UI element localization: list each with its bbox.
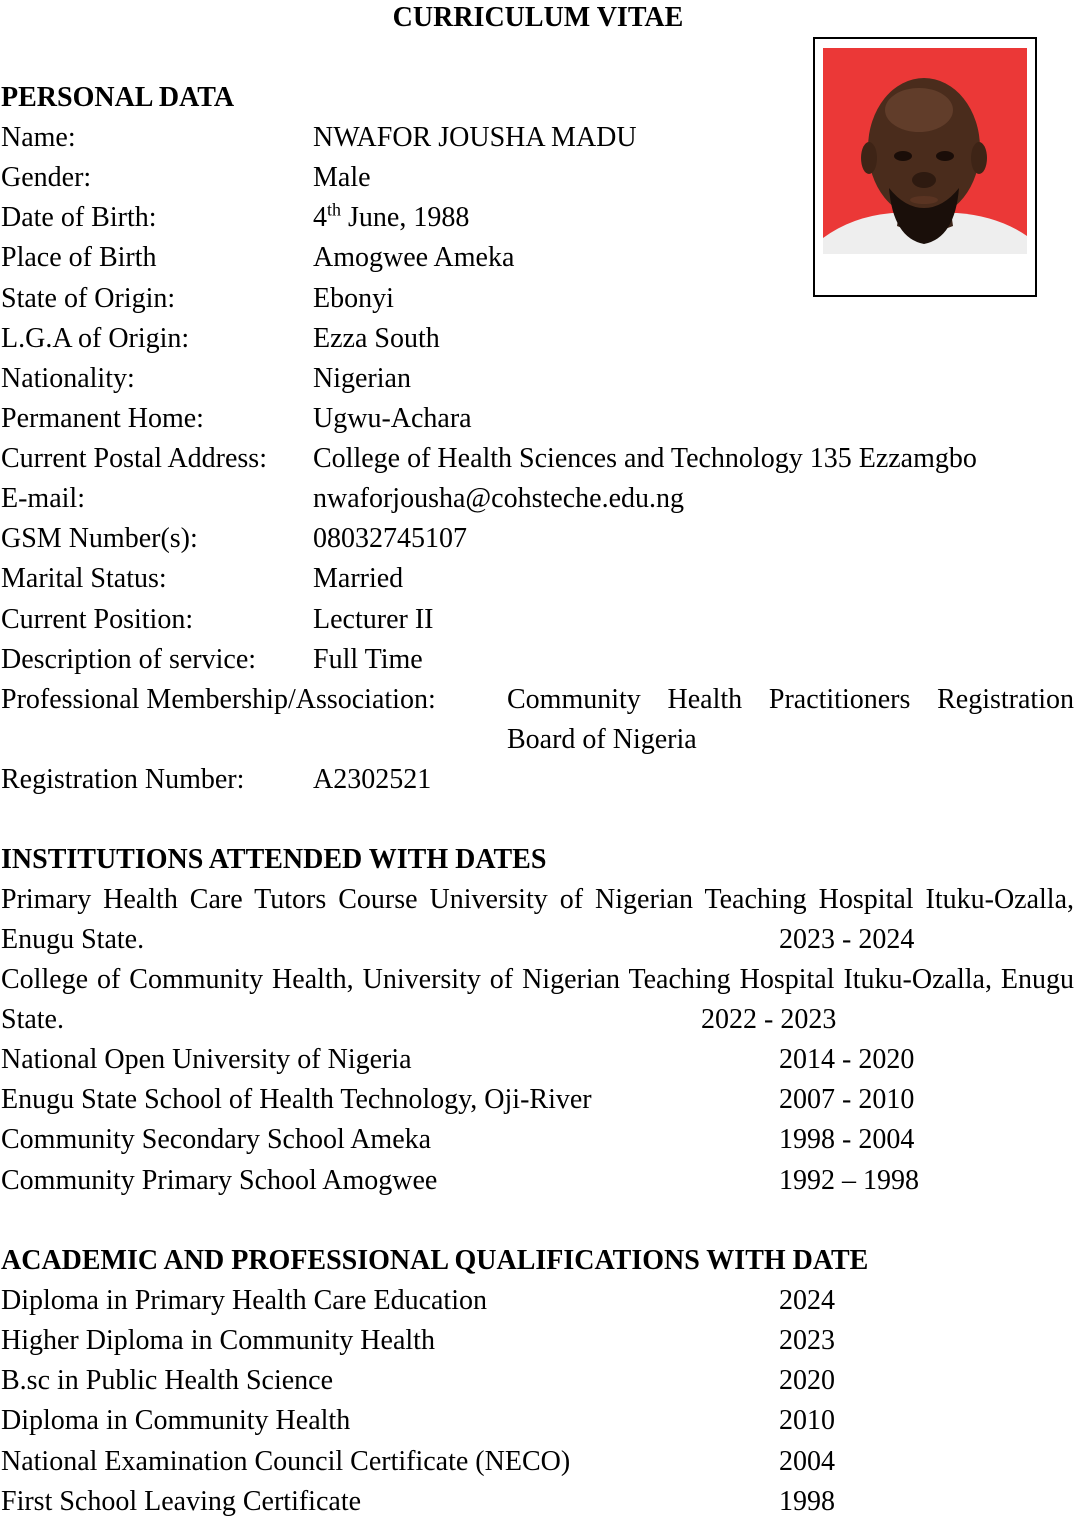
info-label: Nationality: xyxy=(1,363,135,394)
institution-dates: 2007 - 2010 xyxy=(779,1084,915,1115)
info-label: Current Position: xyxy=(1,604,194,635)
info-row-state-of-origin xyxy=(1,279,1075,319)
institution-name: Community Secondary School Ameka xyxy=(1,1124,432,1155)
institution-name: Primary Health Care Tutors Course University of Nigerian Teaching Hospital Ituku-Ozalla, Enugu State. xyxy=(1,884,1074,955)
info-label: L.G.A of Origin: xyxy=(1,323,190,354)
info-value: A2302521 xyxy=(313,764,432,795)
info-row-permanent-home xyxy=(1,399,1075,439)
info-row-registration-number xyxy=(1,760,1075,800)
info-label: Date of Birth: xyxy=(1,202,157,233)
info-row-lga-of-origin xyxy=(1,319,1075,359)
qualifications-heading: ACADEMIC AND PROFESSIONAL QUALIFICATIONS WITH DATE xyxy=(1,1245,869,1276)
info-value xyxy=(313,198,469,238)
info-value: nwaforjousha@cohsteche.edu.ng xyxy=(313,483,684,514)
institution-dates: 1992 – 1998 xyxy=(779,1165,919,1196)
qualification-year: 2023 xyxy=(779,1325,835,1356)
qualification-name: Diploma in Community Health xyxy=(1,1405,351,1436)
qualification-year: 2020 xyxy=(779,1365,835,1396)
qualification-name: Diploma in Primary Health Care Education xyxy=(1,1285,487,1316)
birth-month-year: June, 1988 xyxy=(341,202,470,233)
birth-day: 4 xyxy=(313,202,327,233)
info-row-nationality xyxy=(1,359,1075,399)
qualification-name: First School Leaving Certificate xyxy=(1,1486,362,1517)
info-row-marital-status xyxy=(1,559,1075,599)
institution-name: Enugu State School of Health Technology, Oji-River xyxy=(1,1084,592,1115)
info-value: NWAFOR JOUSHA MADU xyxy=(313,122,637,153)
birth-day-suffix: th xyxy=(327,199,342,220)
info-value: Married xyxy=(313,563,404,594)
info-label: Marital Status: xyxy=(1,563,167,594)
info-label: GSM Number(s): xyxy=(1,523,198,554)
info-label: Gender: xyxy=(1,162,92,193)
info-row-email xyxy=(1,479,1075,519)
info-value: Nigerian xyxy=(313,363,411,394)
info-value: 08032745107 xyxy=(313,523,467,554)
info-row-gender xyxy=(1,158,1075,198)
qualification-year: 1998 xyxy=(779,1486,835,1517)
info-label: Current Postal Address: xyxy=(1,443,267,474)
info-value: Amogwee Ameka xyxy=(313,242,515,273)
info-value: Male xyxy=(313,162,371,193)
info-label: Registration Number: xyxy=(1,764,245,795)
info-row-name xyxy=(1,118,1075,158)
info-label: State of Origin: xyxy=(1,283,176,314)
institution-dates: 2023 - 2024 xyxy=(779,924,915,955)
institution-dates: 1998 - 2004 xyxy=(779,1124,915,1155)
qualification-name: B.sc in Public Health Science xyxy=(1,1365,334,1396)
info-row-gsm-number xyxy=(1,519,1075,559)
qualification-year: 2024 xyxy=(779,1285,835,1316)
info-value: Ezza South xyxy=(313,323,440,354)
document-title: CURRICULUM VITAE xyxy=(392,2,684,33)
info-row-date-of-birth xyxy=(1,198,1075,238)
info-label: Permanent Home: xyxy=(1,403,204,434)
info-row-current-position xyxy=(1,600,1075,640)
info-label: Name: xyxy=(1,122,76,153)
qualification-name: National Examination Council Certificate (NECO) xyxy=(1,1446,571,1477)
institution-name: College of Community Health, University of Nigerian Teaching Hospital Ituku-Ozalla, Enugu State. xyxy=(1,964,1074,1035)
institutions-heading: INSTITUTIONS ATTENDED WITH DATES xyxy=(1,844,547,875)
info-value: Ugwu-Achara xyxy=(313,403,472,434)
qualification-year: 2004 xyxy=(779,1446,835,1477)
info-value: College of Health Sciences and Technology 135 Ezzamgbo xyxy=(313,443,977,474)
info-row-description-of-service xyxy=(1,640,1075,680)
personal-data-heading: PERSONAL DATA xyxy=(1,82,235,113)
institution-dates: 2022 - 2023 xyxy=(701,1004,837,1035)
info-row-place-of-birth xyxy=(1,238,1075,278)
info-label: Description of service: xyxy=(1,644,257,675)
info-label: Place of Birth xyxy=(1,242,157,273)
qualification-year: 2010 xyxy=(779,1405,835,1436)
institution-name: National Open University of Nigeria xyxy=(1,1044,412,1075)
institution-name: Community Primary School Amogwee xyxy=(1,1165,438,1196)
info-value: Full Time xyxy=(313,644,423,675)
info-label: E-mail: xyxy=(1,483,85,514)
info-value: Ebonyi xyxy=(313,283,394,314)
info-value: Lecturer II xyxy=(313,604,434,635)
info-row-postal-address xyxy=(1,439,1075,479)
membership-label: Professional Membership/Association: xyxy=(1,684,436,715)
membership-value: Community Health Practitioners Registration Board of Nigeria xyxy=(507,684,1074,755)
institution-dates: 2014 - 2020 xyxy=(779,1044,915,1075)
qualification-name: Higher Diploma in Community Health xyxy=(1,1325,435,1356)
